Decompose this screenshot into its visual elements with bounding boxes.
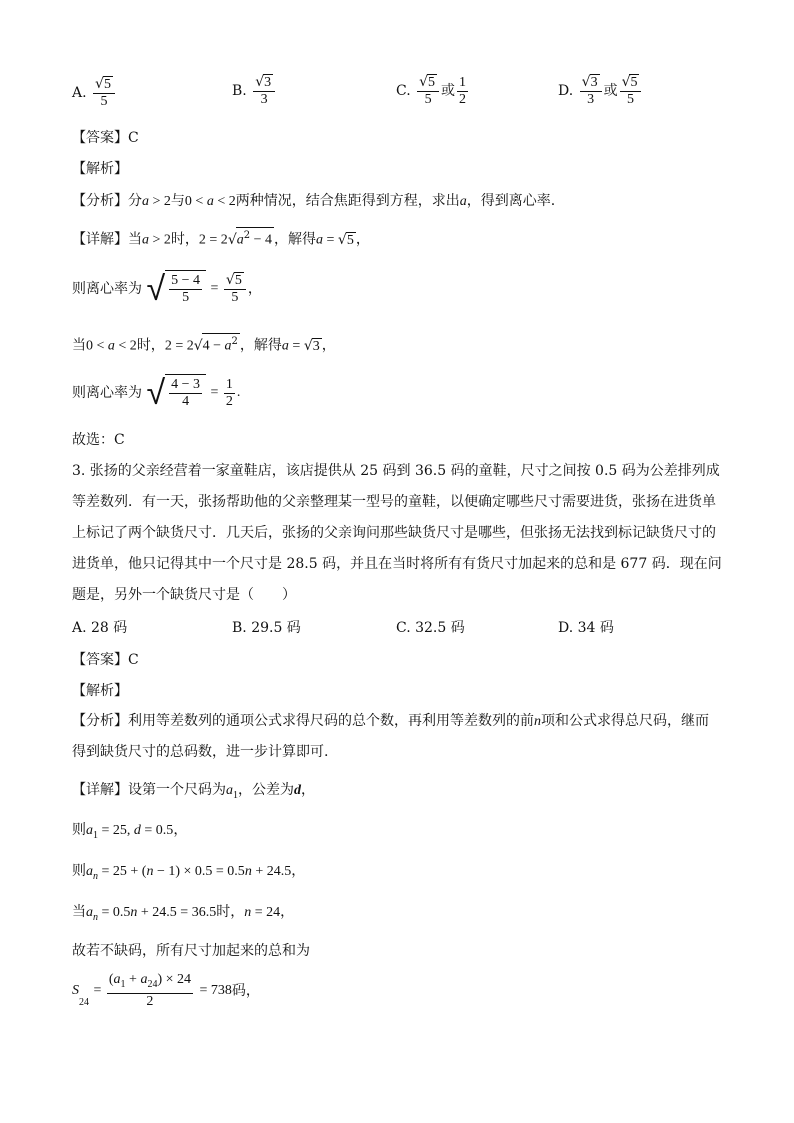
q2-option-d: D. $\frac{√3}{3}$ 或 $\frac{√5}{5}$ xyxy=(558,74,643,114)
q2-dang: 当0 < a < 2时，$2 = 2√4 - a^2$ ，解得a = √3 ， xyxy=(72,333,336,357)
q3-option-d: D. 34 码 xyxy=(558,620,614,636)
q3-sum-formula: $S_{24}$ = $\frac{(a_1 + a_{24}) \times 24}{2}$ = 738码， xyxy=(72,972,260,1009)
q3-answer: 【答案】C xyxy=(72,652,139,668)
q3-solve-n: 当$a_n = 0.5n + 24.5 = 36.5$时，n = 24， xyxy=(72,904,295,923)
q3-general-term: 则$a_n = 25 + (n - 1) \times 0.5 = 0.5n + 24.5$， xyxy=(72,863,306,882)
q3-xiangjie: 【详解】设第一个尺码为$a_1$，公差为d， xyxy=(72,782,315,801)
q2-option-a: A. $\frac{√5}{5}$ xyxy=(72,76,117,116)
q2-analysis-title: 【解析】 xyxy=(72,161,128,177)
q2-fenxi: 【分析】分a > 2与0 < a < 2两种情况，结合焦距得到方程，求出a，得到离心率. xyxy=(72,193,556,209)
frac-sqrt5-over-5: $\frac{√5}{5}$ xyxy=(93,76,115,110)
q2-xiangjie: 【详解】当a > 2时，$2 = 2√a^2 - 4$ ，解得a = √5 ， xyxy=(72,227,370,251)
q3-fenxi: 【分析】利用等差数列的通项公式求得尺码的总个数，再利用等差数列的前n项和公式求得总尺码，继而得到缺货尺寸的总码数，进一步计算即可. xyxy=(72,713,709,760)
frac-sqrt3-over-3: $\frac{√3}{3}$ xyxy=(253,74,275,108)
q2-option-c: C. $\frac{√5}{5}$ 或 $\frac{1}{2}$ xyxy=(396,74,467,107)
q3-given: 则$a_1 = 25$, d = 0.5， xyxy=(72,822,188,841)
q3-analysis-title: 【解析】 xyxy=(72,683,128,699)
q3-option-b: B. 29.5 码 xyxy=(232,620,301,636)
q2-ecc-1: 则离心率为 √ $\frac{5 - 4}{5}$ = $\frac{√5}{5}$ ， xyxy=(72,269,262,309)
q2-ecc-2: 则离心率为 √ $\frac{4 - 3}{4}$ = $\frac{1}{2}$ . xyxy=(72,373,241,413)
q3-option-a: A. 28 码 xyxy=(72,620,128,636)
q2-choice: 故选：C xyxy=(72,432,125,448)
q2-answer: 【答案】C xyxy=(72,130,139,146)
q3-question: 3. 张扬的父亲经营着一家童鞋店，该店提供从 25 码到 36.5 码的童鞋，尺寸之间按 0.5 码为公差排列成等差数列．有一天，张扬帮助他的父亲整理某一型号的童鞋，以便确定哪些尺寸需要进货，张扬在进货单上标记了两个缺货尺寸．几天后，张扬的父亲询问那些缺货尺寸是哪些，但张扬无法找到标记缺货尺寸的进货单，他只记得其中一个尺寸是 28.5 码，并且在当时将所有有货尺寸加起来的总和是 677 码．现在问题是，另外一个缺货尺寸是（ ） xyxy=(72,463,722,603)
q2-option-b: B. $\frac{√3}{3}$ xyxy=(232,74,277,114)
q3-sum-text: 故若不缺码，所有尺寸加起来的总和为 xyxy=(72,943,310,959)
q3-option-c: C. 32.5 码 xyxy=(396,620,465,636)
